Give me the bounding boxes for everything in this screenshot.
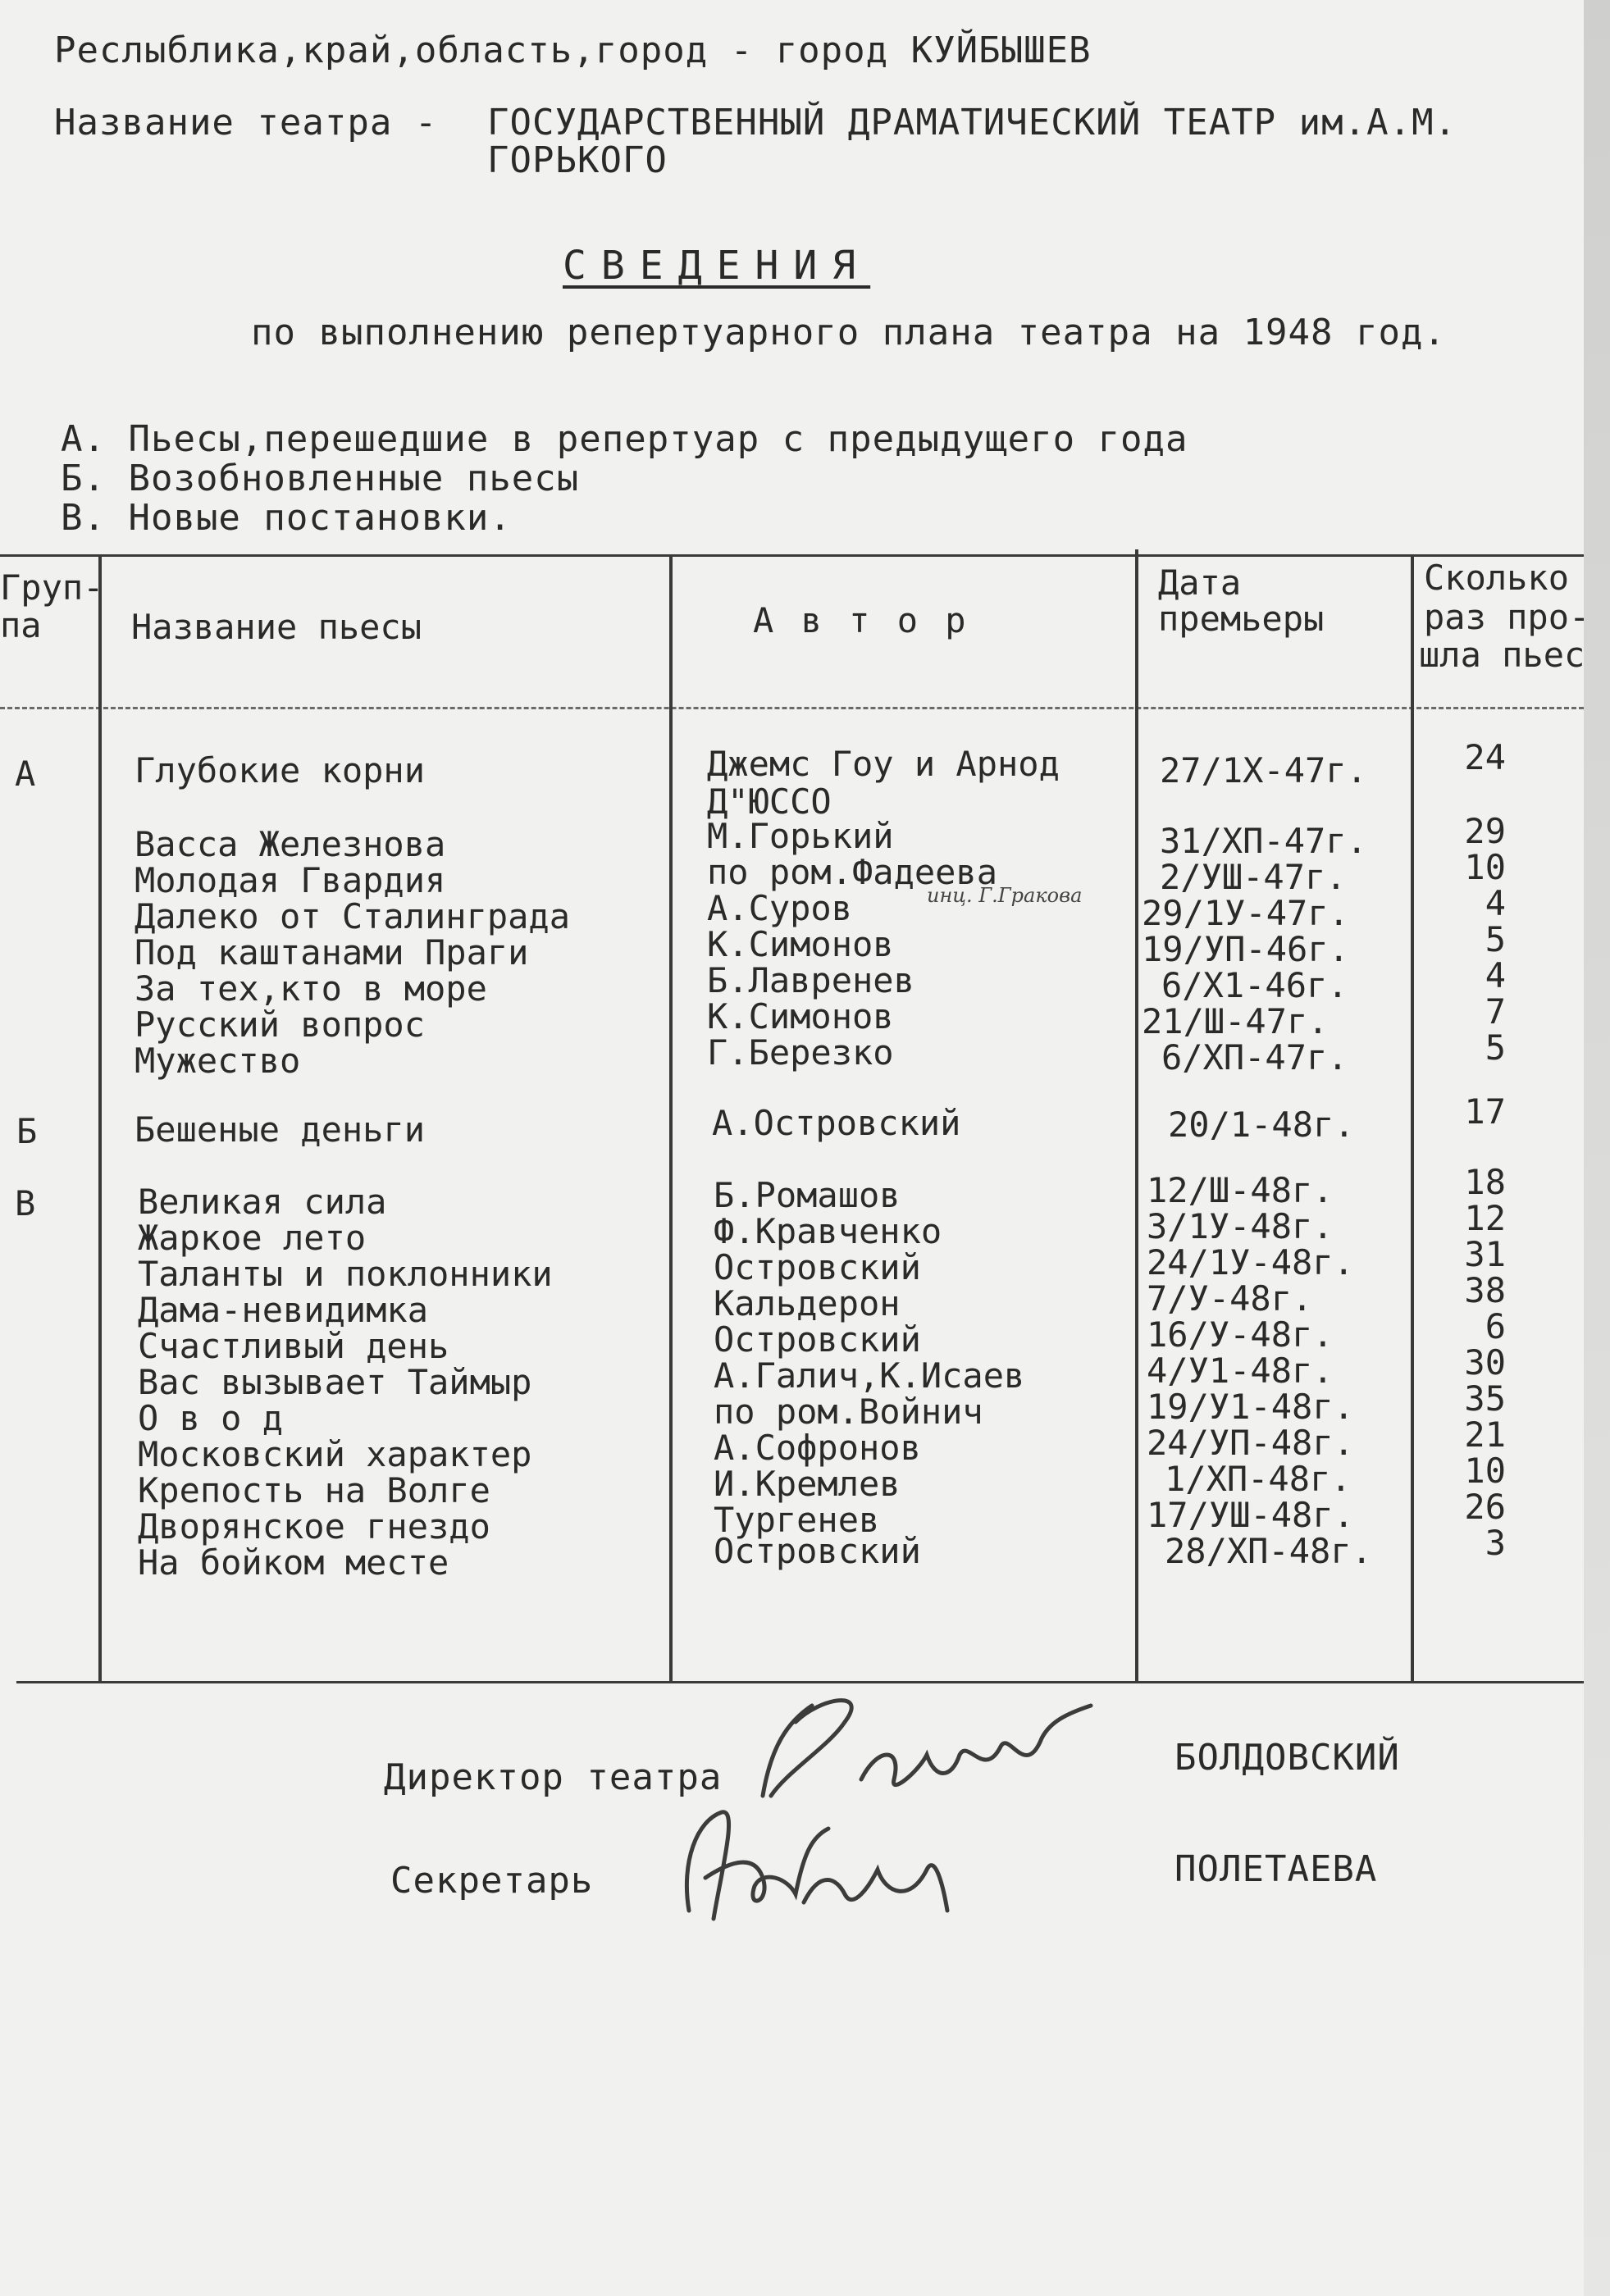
performance-count: 5 <box>1485 919 1506 959</box>
header-premiere-1: Дата <box>1158 563 1242 603</box>
performance-count: 35 <box>1464 1378 1506 1419</box>
secretary-name: ПОЛЕТАЕВА <box>1174 1848 1378 1890</box>
premiere-date: 6/Х1-46г. <box>1161 965 1348 1005</box>
play-name: Счастливый день <box>138 1326 449 1366</box>
author-name: А.Островский <box>712 1103 961 1143</box>
performance-count: 18 <box>1464 1162 1506 1202</box>
author-name: А.Софронов <box>714 1428 921 1468</box>
performance-count: 26 <box>1464 1487 1506 1527</box>
header-count-3: шла пьес <box>1419 635 1585 675</box>
premiere-date: 20/1-48г. <box>1168 1105 1355 1145</box>
performance-count: 17 <box>1464 1091 1506 1132</box>
group-label-c: В <box>15 1183 36 1223</box>
performance-count: 4 <box>1485 883 1506 923</box>
play-name: Дама-невидимка <box>138 1290 429 1330</box>
table-top-border <box>0 554 1584 557</box>
premiere-date: 2/УШ-47г. <box>1160 857 1347 897</box>
author-name: Г.Березко <box>707 1032 894 1073</box>
play-name: Вас вызывает Таймыр <box>138 1362 532 1402</box>
performance-count: 10 <box>1464 1451 1506 1491</box>
premiere-date: 16/У-48г. <box>1147 1314 1334 1355</box>
premiere-date: 3/1У-48г. <box>1147 1206 1334 1246</box>
performance-count: 38 <box>1464 1270 1506 1310</box>
premiere-date: 7/У-48г. <box>1147 1278 1313 1319</box>
document-subtitle: по выполнению репертуарного плана театра на 1948 год. <box>251 312 1446 353</box>
author-name: Кальдерон <box>714 1283 901 1323</box>
secretary-signature <box>664 1788 976 1952</box>
author-name: Б.Ромашов <box>714 1175 901 1215</box>
legend-item-b: Б. Возобновленные пьесы <box>61 458 580 499</box>
play-name: Мужество <box>135 1041 301 1081</box>
performance-count: 4 <box>1485 955 1506 995</box>
performance-count: 5 <box>1485 1027 1506 1068</box>
header-premiere-2: премьеры <box>1158 599 1325 639</box>
author-name: по ром.Фадеева <box>707 852 998 892</box>
header-author: А в т о р <box>753 600 969 640</box>
play-name: Дворянское гнездо <box>138 1506 490 1547</box>
play-name: Жаркое лето <box>138 1218 367 1258</box>
document-title: СВЕДЕНИЯ <box>563 243 871 289</box>
performance-count: 21 <box>1464 1414 1506 1455</box>
premiere-date: 28/ХП-48г. <box>1165 1531 1372 1571</box>
play-name: Под каштанами Праги <box>135 932 529 973</box>
play-name: Великая сила <box>138 1182 387 1222</box>
play-name: О в о д <box>138 1398 284 1438</box>
performance-count: 29 <box>1464 811 1506 851</box>
play-name: Московский характер <box>138 1434 532 1474</box>
author-name-cont: Д"ЮССО <box>707 781 832 822</box>
author-name: Островский <box>714 1319 921 1360</box>
group-label-a: А <box>15 754 36 794</box>
author-name: по ром.Войнич <box>714 1392 983 1432</box>
director-label: Директор театра <box>384 1756 723 1798</box>
author-name: Джемс Гоу и Арнод <box>707 744 1060 784</box>
performance-count: 10 <box>1464 847 1506 887</box>
director-name: БОЛДОВСКИЙ <box>1174 1737 1400 1779</box>
performance-count: 7 <box>1485 991 1506 1032</box>
play-name: За тех,кто в море <box>135 968 487 1009</box>
author-name: Б.Лавренев <box>707 960 914 1000</box>
premiere-date: 17/УШ-48г. <box>1147 1495 1354 1535</box>
header-count-2: раз про- <box>1424 597 1590 637</box>
premiere-date: 19/У1-48г. <box>1147 1387 1354 1427</box>
performance-count: 12 <box>1464 1198 1506 1238</box>
header-group-1: Груп- <box>0 567 104 608</box>
play-name: Русский вопрос <box>135 1004 426 1045</box>
premiere-date: 27/1Х-47г. <box>1160 750 1367 790</box>
theatre-label: Название театра - <box>54 102 438 144</box>
legend-item-a: А. Пьесы,перешедшие в репертуар с предыдущего года <box>61 418 1188 460</box>
play-name: Молодая Гвардия <box>135 860 446 900</box>
premiere-date: 6/ХП-47г. <box>1161 1037 1348 1077</box>
header-play: Название пьесы <box>131 607 422 647</box>
premiere-date: 12/Ш-48г. <box>1147 1170 1334 1210</box>
play-name: Бешеные деньги <box>135 1109 426 1150</box>
author-name: А.Суров <box>707 888 853 928</box>
premiere-date: 24/1У-48г. <box>1147 1242 1354 1282</box>
author-name: И.Кремлев <box>714 1464 901 1504</box>
author-name: А.Галич,К.Исаев <box>714 1355 1025 1396</box>
performance-count: 30 <box>1464 1342 1506 1383</box>
premiere-date: 31/ХП-47г. <box>1160 821 1367 861</box>
group-label-b: Б <box>16 1111 38 1151</box>
theatre-name-line1: ГОСУДАРСТВЕННЫЙ ДРАМАТИЧЕСКИЙ ТЕАТР им.А.М. <box>487 102 1457 144</box>
premiere-date: 4/У1-48г. <box>1147 1351 1334 1391</box>
play-name: Васса Железнова <box>135 824 446 864</box>
secretary-label: Секретарь <box>390 1860 594 1902</box>
author-name: Островский <box>714 1531 921 1571</box>
theatre-name-line2: ГОРЬКОГО <box>487 139 668 181</box>
scan-edge <box>1584 0 1610 2296</box>
author-name: Ф.Кравченко <box>714 1211 942 1251</box>
premiere-date: 1/ХП-48г. <box>1165 1459 1352 1499</box>
play-name: На бойком месте <box>138 1542 449 1583</box>
play-name: Глубокие корни <box>135 750 426 790</box>
performance-count: 3 <box>1485 1523 1506 1563</box>
table-header-divider <box>0 707 1584 709</box>
play-name: Далеко от Сталинграда <box>135 896 571 936</box>
play-name: Таланты и поклонники <box>138 1254 553 1294</box>
author-name: Тургенев <box>714 1500 880 1540</box>
column-divider-2 <box>669 554 673 1683</box>
author-name: М.Горький <box>707 816 894 856</box>
legend-item-c: В. Новые постановки. <box>61 497 512 539</box>
column-divider-3 <box>1135 549 1138 1683</box>
author-name: Островский <box>714 1247 921 1287</box>
premiere-date: 29/1У-47г. <box>1142 893 1349 933</box>
premiere-date: 21/Ш-47г. <box>1142 1001 1329 1041</box>
author-name: К.Симонов <box>707 924 894 964</box>
author-name: К.Симонов <box>707 996 894 1036</box>
handwritten-note: инц. Г.Гракова <box>927 884 1083 907</box>
region-line: Реслыблика,край,область,город - город КУЙБЫШЕВ <box>54 30 1092 71</box>
performance-count: 31 <box>1464 1234 1506 1274</box>
play-name: Крепость на Волге <box>138 1470 490 1510</box>
performance-count: 24 <box>1464 737 1506 777</box>
performance-count: 6 <box>1485 1306 1506 1346</box>
premiere-date: 19/УП-46г. <box>1142 929 1349 969</box>
column-divider-1 <box>98 554 102 1683</box>
header-count-1: Сколько <box>1424 558 1570 598</box>
header-group-2: па <box>0 605 42 645</box>
premiere-date: 24/УП-48г. <box>1147 1423 1354 1463</box>
